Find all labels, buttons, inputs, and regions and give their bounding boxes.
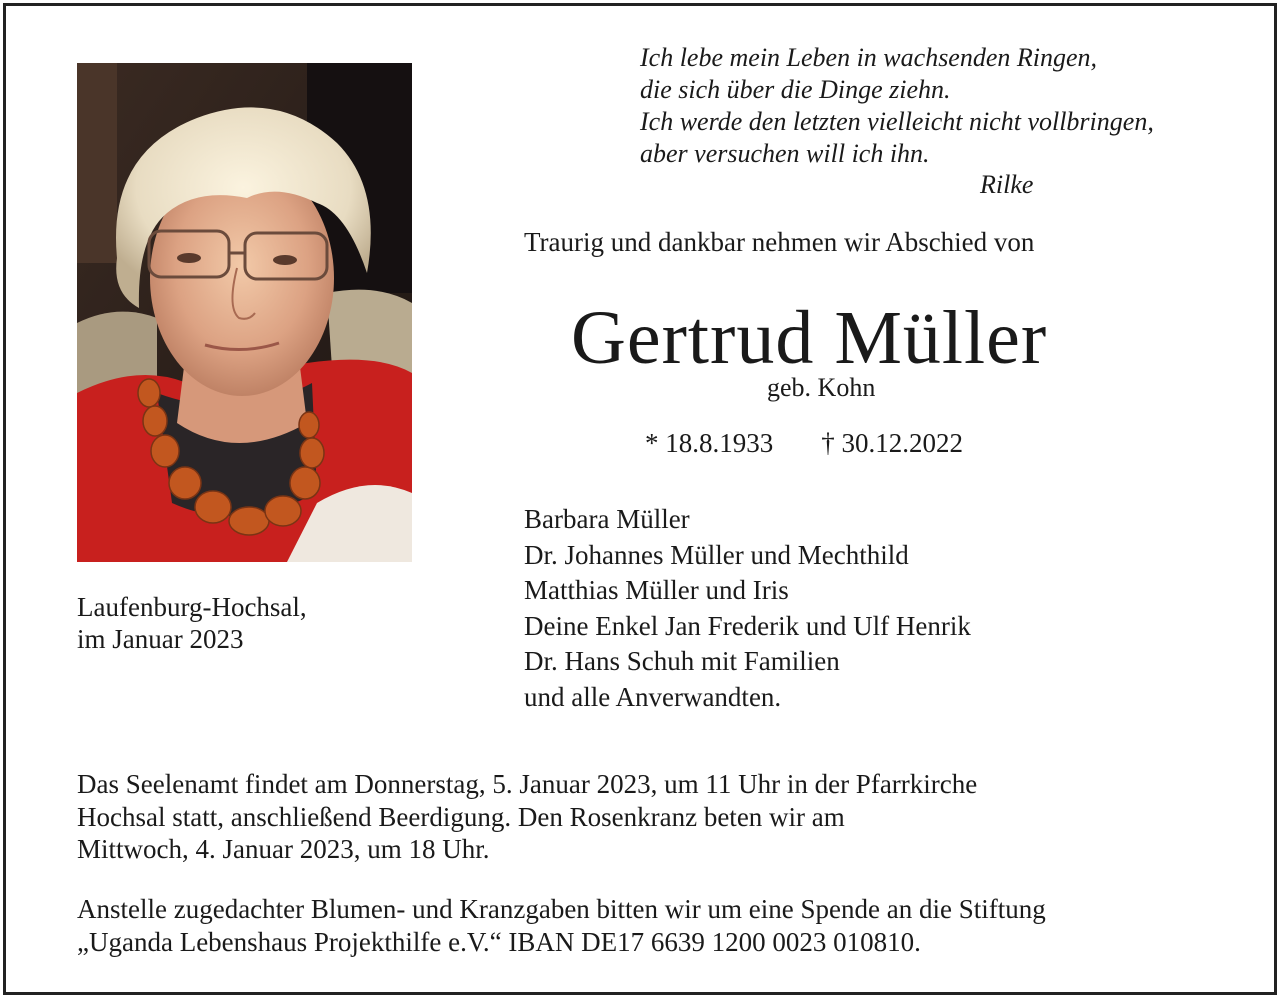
mourner: Barbara Müller [524, 504, 690, 534]
service-line: Das Seelenamt findet am Donnerstag, 5. Januar 2023, um 11 Uhr in der Pfarrkirche [77, 769, 978, 799]
donation-info [77, 893, 1257, 958]
poem-line: Ich werde den letzten vielleicht nicht vollbringen, [640, 107, 1154, 136]
portrait-photo [77, 63, 412, 562]
birth-date: * 18.8.1933 [645, 428, 774, 458]
donation-line: „Uganda Lebenshaus Projekthilfe e.V.“ IBAN DE17 6639 1200 0023 010810. [77, 926, 921, 957]
mourner: und alle Anverwandten. [524, 681, 782, 712]
maiden-name: geb. Kohn [767, 373, 876, 402]
farewell-intro: Traurig und dankbar nehmen wir Abschied von [524, 227, 1035, 257]
place-and-date [77, 591, 307, 655]
mourners-list [524, 502, 971, 715]
poem-line: die sich über die Dinge ziehn. [640, 75, 951, 104]
mourner: Deine Enkel Jan Frederik und Ulf Henrik [524, 610, 971, 641]
death-date: † 30.12.2022 [821, 428, 963, 458]
life-dates [645, 427, 963, 459]
date-line: im Januar 2023 [77, 624, 244, 654]
poem-author: Rilke [980, 170, 1034, 199]
poem-line: Ich lebe mein Leben in wachsenden Ringen, [640, 43, 1098, 72]
poem-line: aber versuchen will ich ihn. [640, 139, 930, 168]
mourner: Matthias Müller und Iris [524, 575, 789, 605]
donation-line: Anstelle zugedachter Blumen- und Kranzgaben bitten wir um eine Spende an die Stiftung [77, 894, 1046, 924]
rilke-poem [640, 42, 1154, 170]
mourner: Dr. Johannes Müller und Mechthild [524, 539, 909, 570]
mourner: Dr. Hans Schuh mit Familien [524, 646, 840, 676]
place-line: Laufenburg-Hochsal, [77, 592, 307, 622]
service-info [77, 768, 1257, 866]
service-line: Hochsal statt, anschließend Beerdigung. Den Rosenkranz beten wir am [77, 801, 845, 832]
service-line: Mittwoch, 4. Januar 2023, um 18 Uhr. [77, 834, 490, 864]
deceased-name: Gertrud Müller [571, 296, 1048, 380]
